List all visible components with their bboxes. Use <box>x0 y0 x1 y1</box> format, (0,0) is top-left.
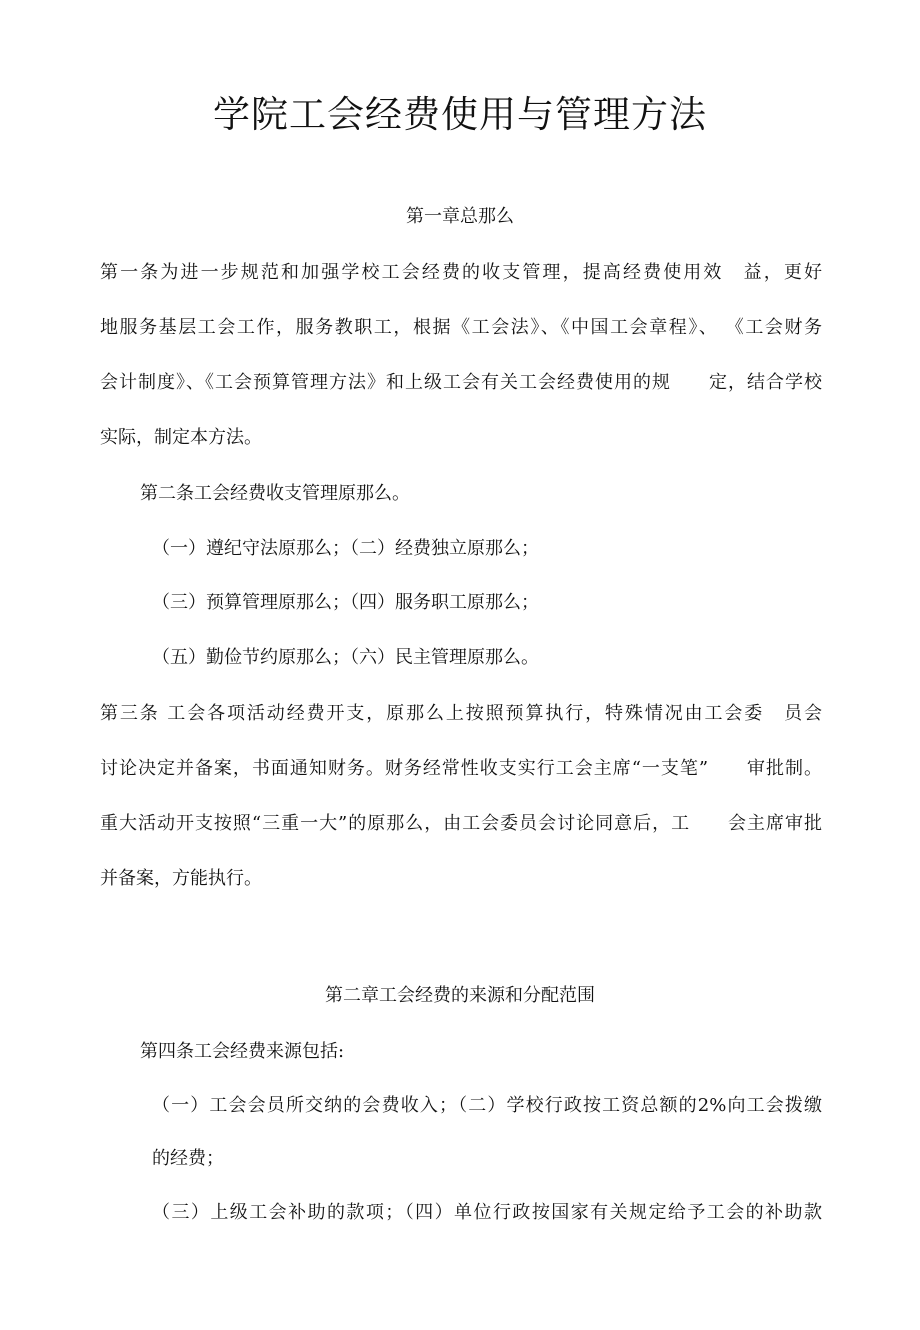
article-2-heading: 第二条工会经费收支管理原那么。 <box>140 483 410 504</box>
article-3-line-3: 重大活动开支按照“三重一大”的原那么，由工会委员会讨论同意后，工 会主席审批 <box>100 813 822 834</box>
article-3-line-4: 并备案，方能执行。 <box>100 868 262 889</box>
chapter-1-heading: 第一章总那么 <box>406 206 514 227</box>
article-4-item-1-cont: 的经费； <box>152 1148 224 1169</box>
article-4-heading: 第四条工会经费来源包括: <box>140 1041 345 1062</box>
article-3-line-1: 第三条 工会各项活动经费开支，原那么上按照预算执行，特殊情况由工会委 员会 <box>100 703 822 724</box>
article-1-line-3: 会计制度》、《工会预算管理方法》和上级工会有关工会经费使用的规 定，结合学校 <box>100 372 822 393</box>
document-title: 学院工会经费使用与管理方法 <box>213 93 707 136</box>
article-1-line-2: 地服务基层工会工作，服务教职工，根据《工会法》、《中国工会章程》、 《工会财务 <box>100 317 822 338</box>
article-4-item-2: （三）上级工会补助的款项；（四）单位行政按国家有关规定给予工会的补助款 <box>152 1202 822 1223</box>
article-2-item-2: （三）预算管理原那么；（四）服务职工原那么； <box>152 592 539 613</box>
chapter-2-heading: 第二章工会经费的来源和分配范围 <box>325 985 595 1006</box>
article-1-line-1: 第一条为进一步规范和加强学校工会经费的收支管理，提高经费使用效 益，更好 <box>100 262 822 283</box>
article-2-item-3: （五）勤俭节约原那么；（六）民主管理原那么。 <box>152 647 539 668</box>
article-3-line-2: 讨论决定并备案，书面通知财务。财务经常性收支实行工会主席“一支笔” 审批制。 <box>100 758 822 779</box>
article-1-line-4: 实际，制定本方法。 <box>100 427 262 448</box>
article-4-item-1: （一）工会会员所交纳的会费收入；（二）学校行政按工资总额的2%向工会拨缴 <box>152 1095 822 1116</box>
article-2-item-1: （一）遵纪守法原那么；（二）经费独立原那么； <box>152 538 539 559</box>
